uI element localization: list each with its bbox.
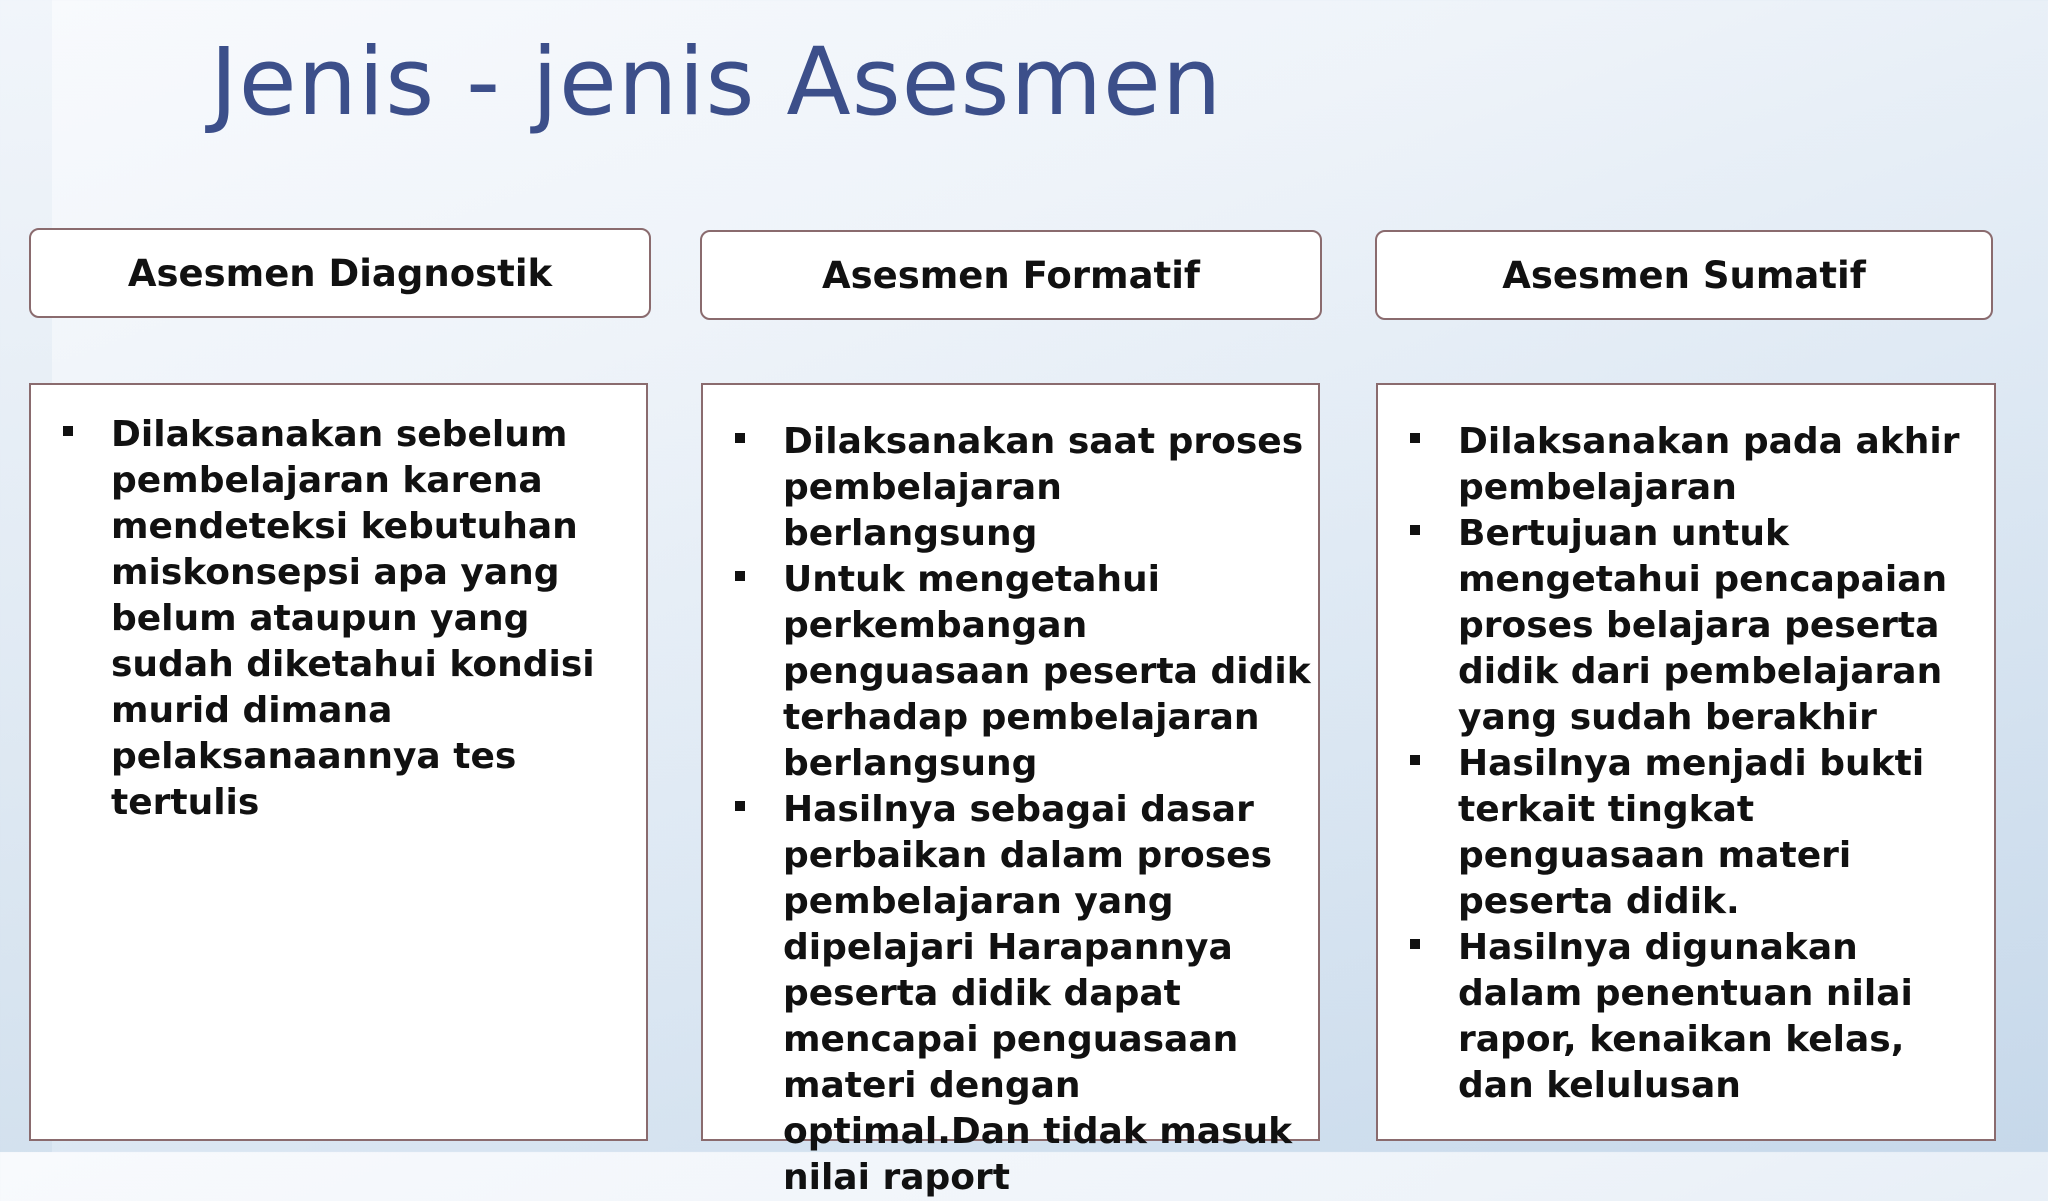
square-bullet-icon: [735, 571, 745, 581]
header-asesmen-formatif: Asesmen Formatif: [700, 230, 1322, 320]
bullet-text: Hasilnya digunakan dalam penentuan nilai rapor, kenaikan kelas, dan kelulusan: [1458, 927, 1913, 1106]
bullet-text: Bertujuan untuk mengetahui pencapaian proses belajara peserta didik dari pembelajaran yang sudah berakhir: [1458, 513, 1948, 738]
content-box-formatif: [701, 383, 1320, 1198]
bullet-item: [719, 419, 1314, 557]
bullet-item: [1394, 419, 1990, 511]
bullet-text: Hasilnya sebagai dasar perbaikan dalam proses pembelajaran yang dipelajari Harapannya peserta didik dapat mencapai penguasaan materi dengan optimal.Dan tidak masuk nilai raport: [783, 789, 1293, 1198]
square-bullet-icon: [63, 426, 73, 436]
bullet-item: [1394, 511, 1990, 741]
square-bullet-icon: [735, 433, 745, 443]
bullet-item: [47, 412, 638, 826]
square-bullet-icon: [1410, 525, 1420, 535]
bullet-text: Untuk mengetahui perkembangan penguasaan peserta didik terhadap pembelajaran berlangsung: [783, 559, 1311, 784]
bullet-text: Dilaksanakan saat proses pembelajaran berlangsung: [783, 421, 1304, 554]
bullet-list-sumatif: [1394, 419, 1990, 1109]
square-bullet-icon: [735, 801, 745, 811]
square-bullet-icon: [1410, 939, 1420, 949]
bullet-item: [719, 557, 1314, 787]
bullet-item: [1394, 741, 1990, 925]
content-box-diagnostik: [29, 383, 648, 1141]
bullet-item: [1394, 925, 1990, 1109]
bullet-list-diagnostik: [47, 412, 638, 826]
bullet-text: Dilaksanakan pada akhir pembelajaran: [1458, 421, 1960, 508]
content-box-sumatif: [1376, 383, 1996, 1141]
bullet-list-formatif: [719, 419, 1314, 1201]
bullet-text: Hasilnya menjadi bukti terkait tingkat penguasaan materi peserta didik.: [1458, 743, 1925, 922]
header-asesmen-diagnostik: Asesmen Diagnostik: [29, 228, 651, 318]
square-bullet-icon: [1410, 755, 1420, 765]
bullet-item: [719, 787, 1314, 1201]
square-bullet-icon: [1410, 433, 1420, 443]
slide-title: Jenis - jenis Asesmen: [210, 28, 1223, 137]
header-asesmen-sumatif: Asesmen Sumatif: [1375, 230, 1993, 320]
bullet-text: Dilaksanakan sebelum pembelajaran karena mendeteksi kebutuhan miskonsepsi apa yang belum ataupun yang sudah diketahui kondisi murid dimana pelaksanaannya tes tertulis: [111, 414, 595, 823]
